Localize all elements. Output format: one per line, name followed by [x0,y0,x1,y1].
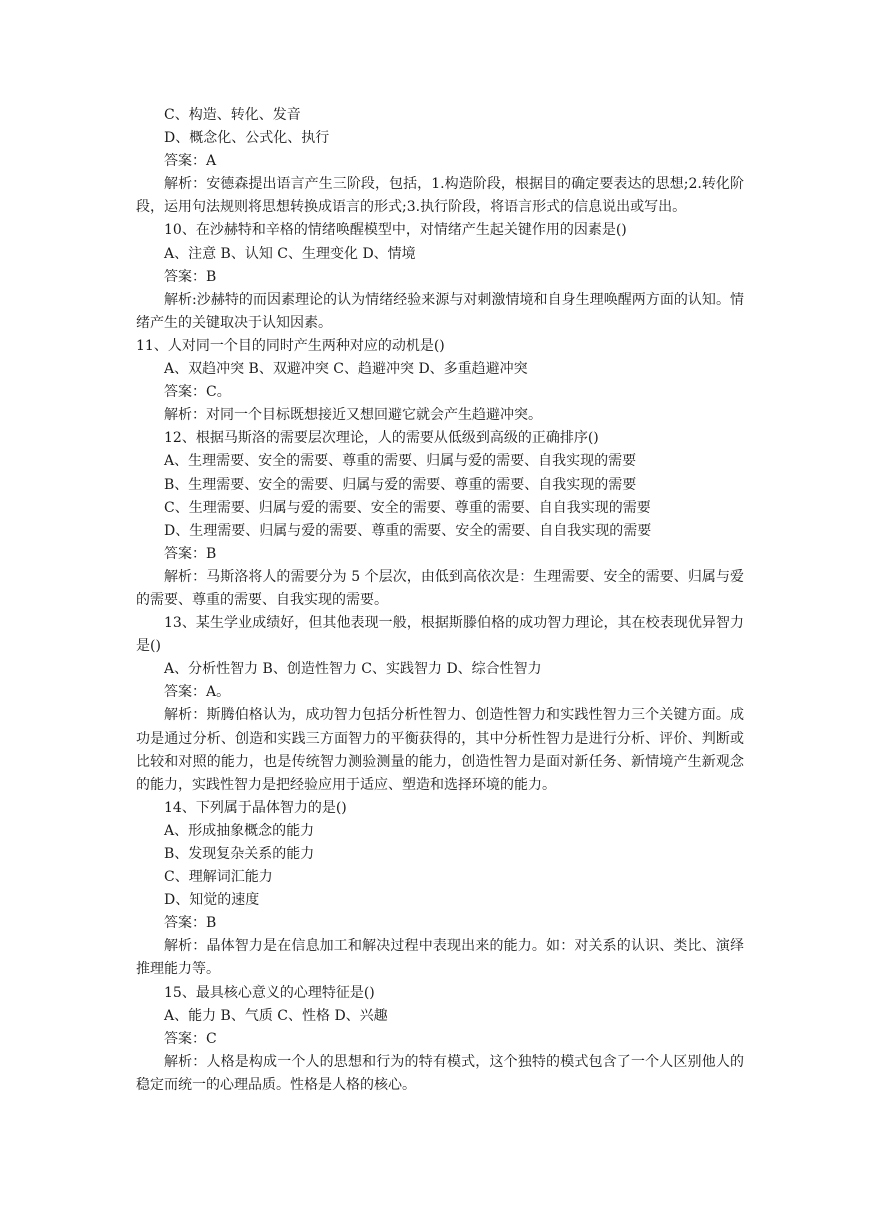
question-12-option-c: C、生理需要、归属与爱的需要、安全的需要、尊重的需要、自自我实现的需要 [164,499,651,516]
question-10-answer: 答案：B [164,268,217,285]
question-13-explanation: 解析：斯腾伯格认为，成功智力包括分析性智力、创造性智力和实践性智力三个关键方面。成功是通过分析、创造和实践三方面智力的平衡获得的，其中分析性智力是进行分析、评价、判断或比较和对照的能力，也是传统智力测验测量的能力，创造性智力是面对新任务、新情境产生新观念的能力，实践性智力是把经验应用于适应、塑造和选择环境的能力。 [136,707,744,793]
question-15-answer: 答案：C [164,1030,217,1047]
question-13: 13、某生学业成绩好，但其他表现一般，根据斯滕伯格的成功智力理论，其在校表现优异智力是() [136,615,744,655]
question-12: 12、根据马斯洛的需要层次理论，人的需要从低级到高级的正确排序() [164,430,599,447]
question-13-options: A、分析性智力 B、创造性智力 C、实践智力 D、综合性智力 [164,661,542,678]
question-11-options: A、双趋冲突 B、双避冲突 C、趋避冲突 D、多重趋避冲突 [164,361,528,378]
question-12-option-d: D、生理需要、归属与爱的需要、尊重的需要、安全的需要、自自我实现的需要 [164,522,652,539]
question-12-explanation: 解析：马斯洛将人的需要分为 5 个层次，由低到高依次是：生理需要、安全的需要、归属与爱的需要、尊重的需要、自我实现的需要。 [136,568,744,608]
option-c-line: C、构造、转化、发音 [164,107,301,123]
question-13-answer: 答案：A。 [164,684,231,701]
question-15-explanation: 解析：人格是构成一个人的思想和行为的特有模式，这个独特的模式包含了一个人区别他人的稳定而统一的心理品质。性格是人格的核心。 [136,1053,744,1093]
question-14-option-d: D、知觉的速度 [164,892,260,909]
question-11-answer: 答案：C。 [164,384,231,401]
question-15-options: A、能力 B、气质 C、性格 D、兴趣 [164,1007,388,1024]
explanation-paragraph: 解析：安德森提出语言产生三阶段，包括，1.构造阶段，根据目的确定要表达的思想;2.转化阶段，运用句法规则将思想转换成语言的形式;3.执行阶段，将语言形式的信息说出或写出。 [136,176,744,216]
question-14-option-b: B、发现复杂关系的能力 [164,846,315,862]
question-12-answer: 答案：B [164,545,217,562]
question-10-explanation: 解析:沙赫特的而因素理论的认为情绪经验来源与对刺激情境和自身生理唤醒两方面的认知。情绪产生的关键取决于认知因素。 [136,291,744,331]
question-14: 14、下列属于晶体智力的是() [164,799,347,816]
question-11: 11、人对同一个目的同时产生两种对应的动机是() [136,337,445,354]
question-12-option-a: A、生理需要、安全的需要、尊重的需要、归属与爱的需要、自我实现的需要 [164,453,637,470]
question-11-explanation: 解析：对同一个目标既想接近又想回避它就会产生趋避冲突。 [164,407,542,424]
question-15: 15、最具核心意义的心理特征是() [164,984,375,1001]
document-body [136,104,744,1097]
question-14-option-c: C、理解词汇能力 [164,869,273,886]
question-14-option-a: A、形成抽象概念的能力 [164,822,315,839]
option-d-line: D、概念化、公式化、执行 [164,130,330,147]
question-10-options: A、注意 B、认知 C、生理变化 D、情境 [164,245,416,262]
question-14-explanation: 解析：晶体智力是在信息加工和解决过程中表现出来的能力。如：对关系的认识、类比、演绎推理能力等。 [136,938,744,978]
question-12-option-b: B、生理需要、安全的需要、归属与爱的需要、尊重的需要、自我实现的需要 [164,476,637,493]
question-14-answer: 答案：B [164,915,217,932]
answer-line: 答案：A [164,153,217,170]
question-10: 10、在沙赫特和辛格的情绪唤醒模型中，对情绪产生起关键作用的因素是() [164,222,627,239]
